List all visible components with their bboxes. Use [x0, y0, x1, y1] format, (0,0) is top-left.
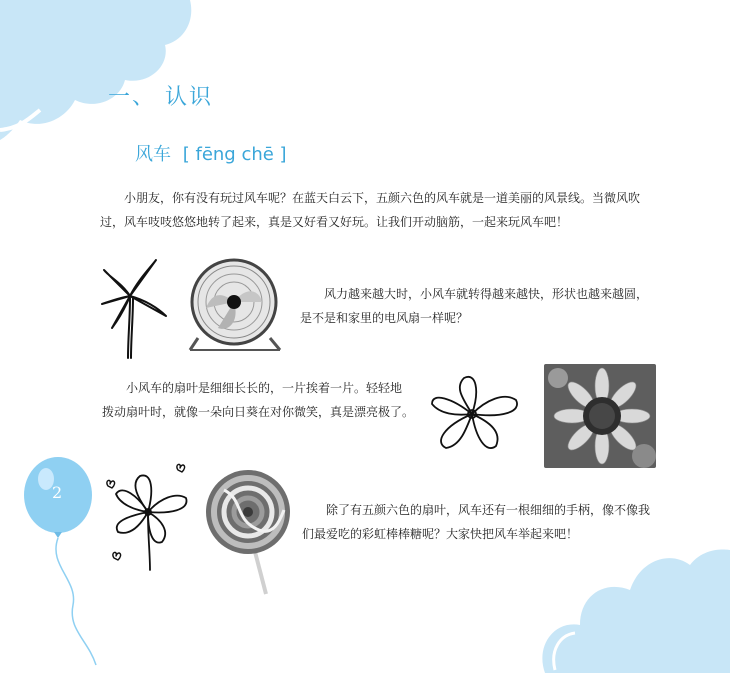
intro-line: 小朋友，你有没有玩过风车呢？在蓝天白云下，五颜六色的风车就是一道美丽的风景线。当微风吹: [124, 191, 641, 205]
balloon-page-marker: [18, 455, 108, 670]
lollipop-line: 除了有五颜六色的扇叶，风车还有一根细细的手柄，像不像我: [326, 503, 651, 517]
sunflower-photo: [544, 364, 656, 468]
cloud-decoration-top-left: [0, 0, 200, 150]
sunflower-line: 小风车的扇叶是细细长长的，一片挨着一片。轻轻地: [126, 381, 403, 395]
fan-line: 是不是和家里的电风扇一样呢？: [300, 311, 469, 325]
page-number: 2: [52, 483, 63, 502]
section-label: 认识: [165, 85, 214, 110]
sunflower-line: 拨动扇叶时，就像一朵向日葵在对你微笑，真是漂亮极了。: [102, 405, 415, 419]
fan-paragraph: [300, 282, 700, 330]
fan-line: 风力越来越大时，小风车就转得越来越快，形状也越来越圆，: [324, 287, 649, 301]
lollipop-paragraph: [302, 498, 712, 546]
sunflower-paragraph: [102, 376, 432, 424]
section-number: 一、: [108, 85, 157, 110]
lesson-title: [135, 140, 287, 166]
lesson-pinyin: [ fēng chē ]: [182, 144, 287, 165]
cloud-decoration-bottom-right: [535, 525, 730, 673]
lesson-word: 风车: [135, 144, 171, 165]
lollipop-photo: [204, 470, 294, 596]
lollipop-line: 们最爱吃的彩虹棒棒糖呢？大家快把风车举起来吧！: [302, 527, 579, 541]
pinwheel-sketch-2: [424, 370, 526, 462]
electric-fan-photo: [188, 258, 284, 354]
section-title: [108, 80, 213, 111]
intro-line: 过，风车吱吱悠悠地转了起来，真是又好看又好玩。让我们开动脑筋，一起来玩风车吧！: [100, 215, 569, 229]
pinwheel-sketch-1: [100, 258, 170, 360]
pinwheel-sketch-3: [100, 462, 196, 572]
intro-paragraph: [100, 186, 670, 234]
